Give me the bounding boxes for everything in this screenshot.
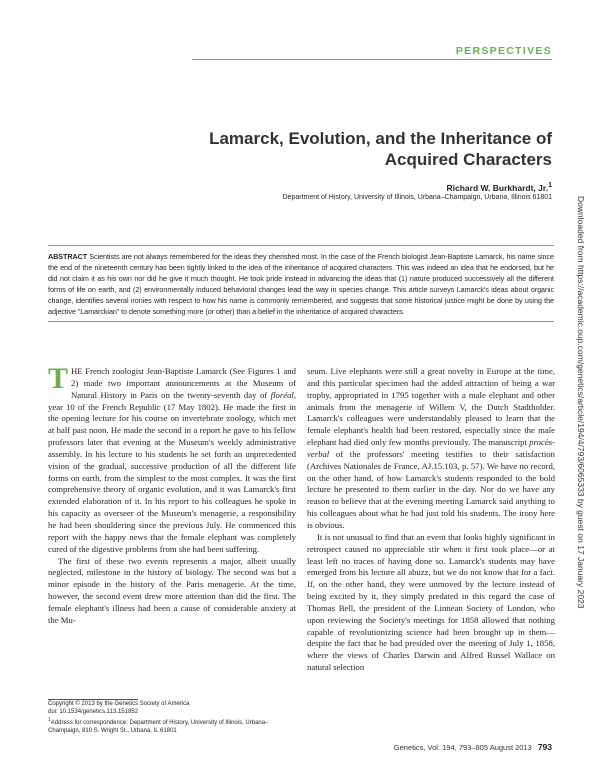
correspondence-note — [48, 716, 296, 735]
section-rule — [192, 59, 552, 60]
abstract-rule-bottom — [48, 321, 554, 322]
page-number: 793 — [537, 742, 552, 752]
paragraph-text: seum. Live elephants were still a great novelty in Europe at the time, and this particular specimen had the added attraction of being a war trophy, appropriated in 1795 together with a male elephant and other animals from the menagerie of Willem V, the Dutch Stadtholder. Lamarck's colleagues were understandably pleased to learn that the female elephant's health had been restored, especially since the male elephant had died only few months previously. The manuscript — [307, 366, 555, 448]
abstract-text: Scientists are not always remembered for the ideas they cherished most. In the case of the French biologist Jean-Baptiste Lamarck, his name since the end of the nineteenth century has been tightly linked to the idea of the inheritance of acquired characters. This was indeed an idea that he endorsed, but he did not claim it as his own nor did he give it much thought. He took pride instead in advancing the ideas that (1) nature produced successively all the different forms of life on earth, and (2) environmentally induced behavioral changes lead the way in species change. This article surveys Lamarck's ideas about organic change, identifies several ironies with respect to how his name is commonly remembered, and suggests that some historical justice might be done by using the adjective “Lamarckian” to denote something more (or other) than a belief in the inheritance of acquired characters. — [48, 252, 554, 316]
body-column-right — [307, 366, 555, 674]
author-line — [447, 181, 553, 193]
section-label: PERSPECTIVES — [455, 45, 552, 57]
footnotes — [48, 699, 296, 735]
drop-cap: T — [48, 362, 69, 395]
body-paragraph: It is not unusual to find that an event that looks highly significant in retrospect caused no appreciable stir when it first took place—or at least left no traces of having done so. Lamarck's students may have emerged from his lecture all abuzz, but we do not know that for a fact. If, on the other hand, they were unmoved by the lecture instead of being excited by it, they simply predated in this regard the case of Thomas Bell, the president of the Linnean Society of London, who upon reviewing the Society's meetings for 1858 allowed that nothing capable of revolutionizing science had been brought up in them—despite the fact that he had presided over the meeting of July 1, 1858, where the views of Charles Darwin and Alfred Russel Wallace on natural selection — [307, 531, 555, 673]
download-watermark: Downloaded from https://academic.oup.com/genetics/article/194/4/793/6065333 by guest on 17 January 2023 — [576, 196, 586, 609]
body-column-left — [48, 362, 296, 627]
body-paragraph: The first of these two events represents a major, albeit usually neglected, milestone in the history of biology. The second was but a minor episode in the history of the Paris menagerie. At the time, however, the second event drew more attention than did the first. The female elephant's illness had been a cause of considerable anxiety at the Mu- — [48, 555, 296, 625]
correspondence-text: Address for correspondence: Department of History, University of Illinois, Urbana–Champaign, 810 S. Wright St., Urbana, IL 61801 — [48, 720, 269, 734]
footnote-mark: 1 — [48, 717, 51, 723]
article-title: Lamarck, Evolution, and the Inheritance of Acquired Characters — [209, 129, 552, 169]
author-footnote-mark: 1 — [548, 181, 552, 189]
author-affiliation: Department of History, University of Illinois, Urbana–Champaign, Urbana, Illinois 61801 — [282, 194, 552, 201]
author-name: Richard W. Burkhardt, Jr. — [446, 182, 549, 193]
doi-line: doi: 10.1534/genetics.113.151852 — [48, 709, 138, 715]
paragraph-text: , year 10 of the French Republic (17 May 1802). He made the first in the opening lecture for his course on invertebrate zoology, which met at half past noon. He made the second in a report he gave to his fellow professors later that evening at the Museum's weekly administrative assembly. In his lecture to his students he set forth an unprecedented vision of the gradual, successive production of all the different life forms on earth, from the simplest to the most complex. It was the first comprehensive theory of organic evolution, and it was Lamarck's first extended elaboration of it. In his report to his colleagues he spoke in his capacity as overseer of the Museum's menagerie, a responsibility he had been shouldering since the previous July. He commenced this report with the happy news that the female elephant was completely cured of the digestive problems from she had been suffering. — [48, 389, 296, 554]
italic-term: floréal — [270, 389, 294, 400]
page-footer — [394, 742, 552, 752]
journal-citation: Genetics, Vol. 194, 793–805 August 2013 — [393, 743, 532, 752]
italic-term: procès-verbal — [307, 437, 555, 459]
paragraph-text: HE French zoologist Jean-Baptiste Lamarck (See Figures 1 and 2) made two important announcements at the Museum of Natural History in Paris on the twenty-seventh day of — [71, 366, 296, 400]
body-paragraph — [307, 366, 555, 532]
abstract-paragraph — [48, 246, 554, 321]
abstract-box — [48, 245, 554, 322]
abstract-heading: ABSTRACT — [48, 252, 88, 261]
copyright-line: Copyright © 2013 by the Genetics Society of America — [48, 701, 190, 707]
paragraph-text: of the professors' meeting testifies to their satisfaction (Archives Nationales de France, AJ.15.103, p. 57). We have no record, on the other hand, of how Lamarck's students responded to the bold lecture he presented to them earlier in the day. Nor do we have any reason to believe that at the evening meeting Lamarck said anything to his colleagues about what he had just told his students. The irony here is obvious. — [307, 448, 555, 530]
body-paragraph — [48, 362, 296, 556]
